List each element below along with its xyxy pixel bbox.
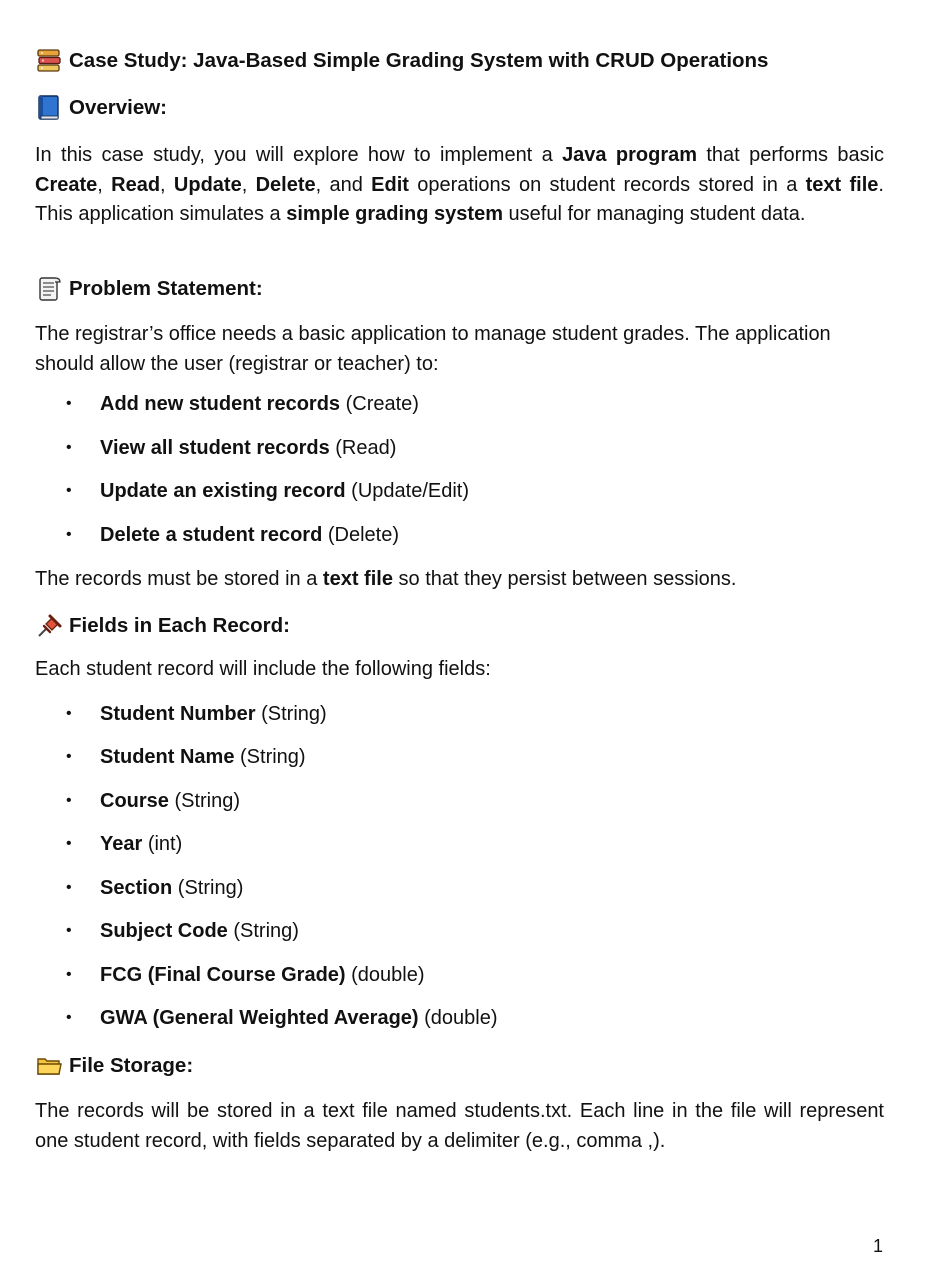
problem-heading-text: Problem Statement: <box>69 277 263 300</box>
storage-heading <box>35 1053 193 1079</box>
list-item: • Subject Code (String) <box>66 920 299 942</box>
pushpin-icon <box>35 613 63 639</box>
list-item: • FCG (Final Course Grade) (double) <box>66 964 425 986</box>
problem-intro: The registrar’s office needs a basic application to manage student grades. The application should allow the user (registrar or teacher) to: <box>35 323 831 375</box>
list-item: • Year (int) <box>66 833 183 855</box>
page-number: 1 <box>873 1236 884 1256</box>
fields-intro: Each student record will include the following fields: <box>35 658 491 680</box>
overview-paragraph: In this case study, you will explore how to implement a Java program that performs basic Create, Read, Update, Delete, and Edit operations on student records stored in a text file. This application simulates a simple grading system useful for managing student data. <box>35 144 885 225</box>
overview-heading <box>35 95 167 121</box>
blue-book-icon <box>35 95 63 121</box>
problem-outro: The records must be stored in a text file so that they persist between sessions. <box>35 568 737 590</box>
document-title <box>35 48 768 74</box>
folder-icon <box>35 1053 63 1079</box>
list-item: • Section (String) <box>66 877 244 899</box>
list-item: • Student Number (String) <box>66 703 327 725</box>
list-item: • GWA (General Weighted Average) (double) <box>66 1007 498 1029</box>
list-item: • Course (String) <box>66 790 241 812</box>
fields-heading-text: Fields in Each Record: <box>69 614 290 637</box>
books-icon <box>35 48 63 74</box>
scroll-icon <box>35 276 63 302</box>
list-item: • Add new student records (Create) <box>66 393 419 415</box>
storage-paragraph: The records will be stored in a text file named students.txt. Each line in the file will represent one student record, with fields separated by a delimiter (e.g., comma ,). <box>35 1100 884 1152</box>
overview-heading-text: Overview: <box>69 96 167 119</box>
list-item: • Delete a student record (Delete) <box>66 524 399 546</box>
list-item: • View all student records (Read) <box>66 437 397 459</box>
storage-heading-text: File Storage: <box>69 1054 194 1077</box>
list-item: • Student Name (String) <box>66 746 306 768</box>
fields-heading <box>35 613 290 639</box>
title-text: Case Study: Java-Based Simple Grading System with CRUD Operations <box>69 49 769 72</box>
problem-heading <box>35 276 263 302</box>
list-item: • Update an existing record (Update/Edit) <box>66 480 470 502</box>
